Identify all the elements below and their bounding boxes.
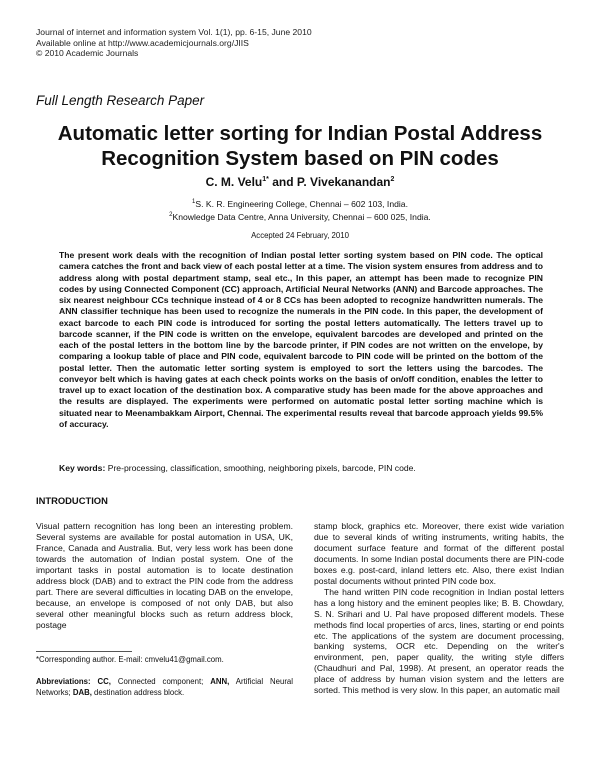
abbr-ann: ANN, [210,677,230,686]
affiliation-2 [0,210,600,223]
left-column [36,521,293,631]
keywords-label: Key words: [59,463,106,473]
keywords-text: Pre-processing, classification, smoothing, neighboring pixels, barcode, PIN code. [105,463,416,473]
affiliation-2-text: Knowledge Data Centre, Anna University, Chennai – 600 025, India. [172,211,431,222]
keywords [59,463,549,473]
abbreviations [36,676,293,698]
paper-type: Full Length Research Paper [36,93,205,108]
affiliation-1-mark: 1 [192,199,196,205]
footnote-rule [36,651,132,652]
author-2-mark: 2 [390,176,395,183]
author-separator: and [268,175,297,189]
introduction-heading: INTRODUCTION [36,495,108,506]
author-1-mark: 1* [262,176,269,183]
affiliation-1-text: S. K. R. Engineering College, Chennai – 602 103, India. [195,198,408,209]
authors [0,175,600,189]
journal-header [36,27,312,59]
author-2: P. Vivekanandan [296,175,391,189]
abbr-dab: DAB, [72,688,92,697]
journal-copyright: © 2010 Academic Journals [36,48,139,58]
abbr-cc-text: Connected component; [110,677,211,686]
affiliations [0,197,600,223]
journal-url: Available online at http://www.academicjournals.org/JIIS [36,37,249,48]
title-line-2: Recognition System based on PIN codes [101,147,499,170]
abbr-cc: CC, [97,677,111,686]
journal-citation: Journal of internet and information system Vol. 1(1), pp. 6-15, June 2010 [36,27,312,37]
affiliation-1 [0,197,600,210]
abbr-dab-text: destination address block. [91,688,185,697]
left-column-paragraph: Visual pattern recognition has long been an interesting problem. Several systems are available for postal automation in USA, UK, France, Canada and Australia. But, very less work has been done towards the automation of Indian postal system. One of the important tasks in postal automation is to locate destination address block (DAB) and to extract the PIN code from the address part. There are several difficulties in locating DAB on the envelope, because, an envelope is composed of not only DAB, but also several other meaningful blocks such as return address block, postage [36,521,293,630]
right-column [314,521,564,696]
title-line-1: Automatic letter sorting for Indian Postal Address [57,122,543,145]
paper-title [30,121,570,171]
right-column-paragraph-2: The hand written PIN code recognition in Indian postal letters has a long history and the eminent peoples like; B. B. Chowdary, S. N. Srihari and U. Pal have proposed different models. These methods find local properties of arcs, lines, starting or end points etc. The applications of the system are document processing, banking systems, OCR etc. Depending on the writer's environment, pen, paper quality, the writing style differs (Chaudhuri and Pal, 1998). At present, an operator reads the place of address by human vision system and the letters are sorted. This method is very slow. In this paper, an automatic mail [314,586,564,696]
accepted-date: Accepted 24 February, 2010 [251,231,349,240]
affiliation-2-mark: 2 [169,211,173,218]
abbr-ann-text: Artificial Neural Networks; [36,677,293,697]
corresponding-author-footnote: *Corresponding author. E-mail: cmvelu41@gmail.com. [36,655,224,664]
right-column-paragraph-1: stamp block, graphics etc. Moreover, there exist wide variation due to several kinds of writing instruments, writing habits, the document surface feature and format of the different postal documents. In some Indian postal documents there are PIN-code boxes e.g. post-card, inland letters etc. Also, there exist Indian postal documents without printed PIN code box. [314,521,564,586]
author-1: C. M. Velu [205,175,263,189]
abbreviations-label: Abbreviations: [36,677,91,686]
abstract: The present work deals with the recognition of Indian postal letter sorting system based on PIN code. The optical camera catches the front and back view of each postal letter at a time. The vision system ensures from address and to address along with postal department stamp, seal etc., In this paper, an attempt has been made to recognize PIN codes by using Connected Component (CC) approach, Artificial Neural Networks (ANN) and Barcode approaches. The six nearest neighbour CCs technique instead of 4 or 8 CCs has been adopted to recognize handwritten numerals. The ANN classifier technique has been used to recognize the numerals in the PIN code. In this paper, the development of exact barcode to each PIN code is introduced for sorting the postal letters automatically. The letters travel up to barcode scanner, if the PIN code is written on the envelope, equivalent barcodes are developed and printed on the each of the postal letters in the bottom line by the barcode printer, if PIN codes are not written on the envelope, by comparing a lookup table of place and PIN code, equivalent barcode to PIN code will be printed on the bottom of the postal letter. Then the automatic letter sorting system is employed to sort the letters using the barcodes. The conveyor belt which is having gates at each check points works on the basis of on/off condition, enables the letter to travel up to exact location of the destination box. A comparative study has been made for the above approaches and the results are displayed. The experiments were performed on automatic postal letter sorting machine which is situated near to Meenambakkam Airport, Chennai. The experimental results reveal that barcode approach yields 99.5% of accuracy. [59,250,543,429]
